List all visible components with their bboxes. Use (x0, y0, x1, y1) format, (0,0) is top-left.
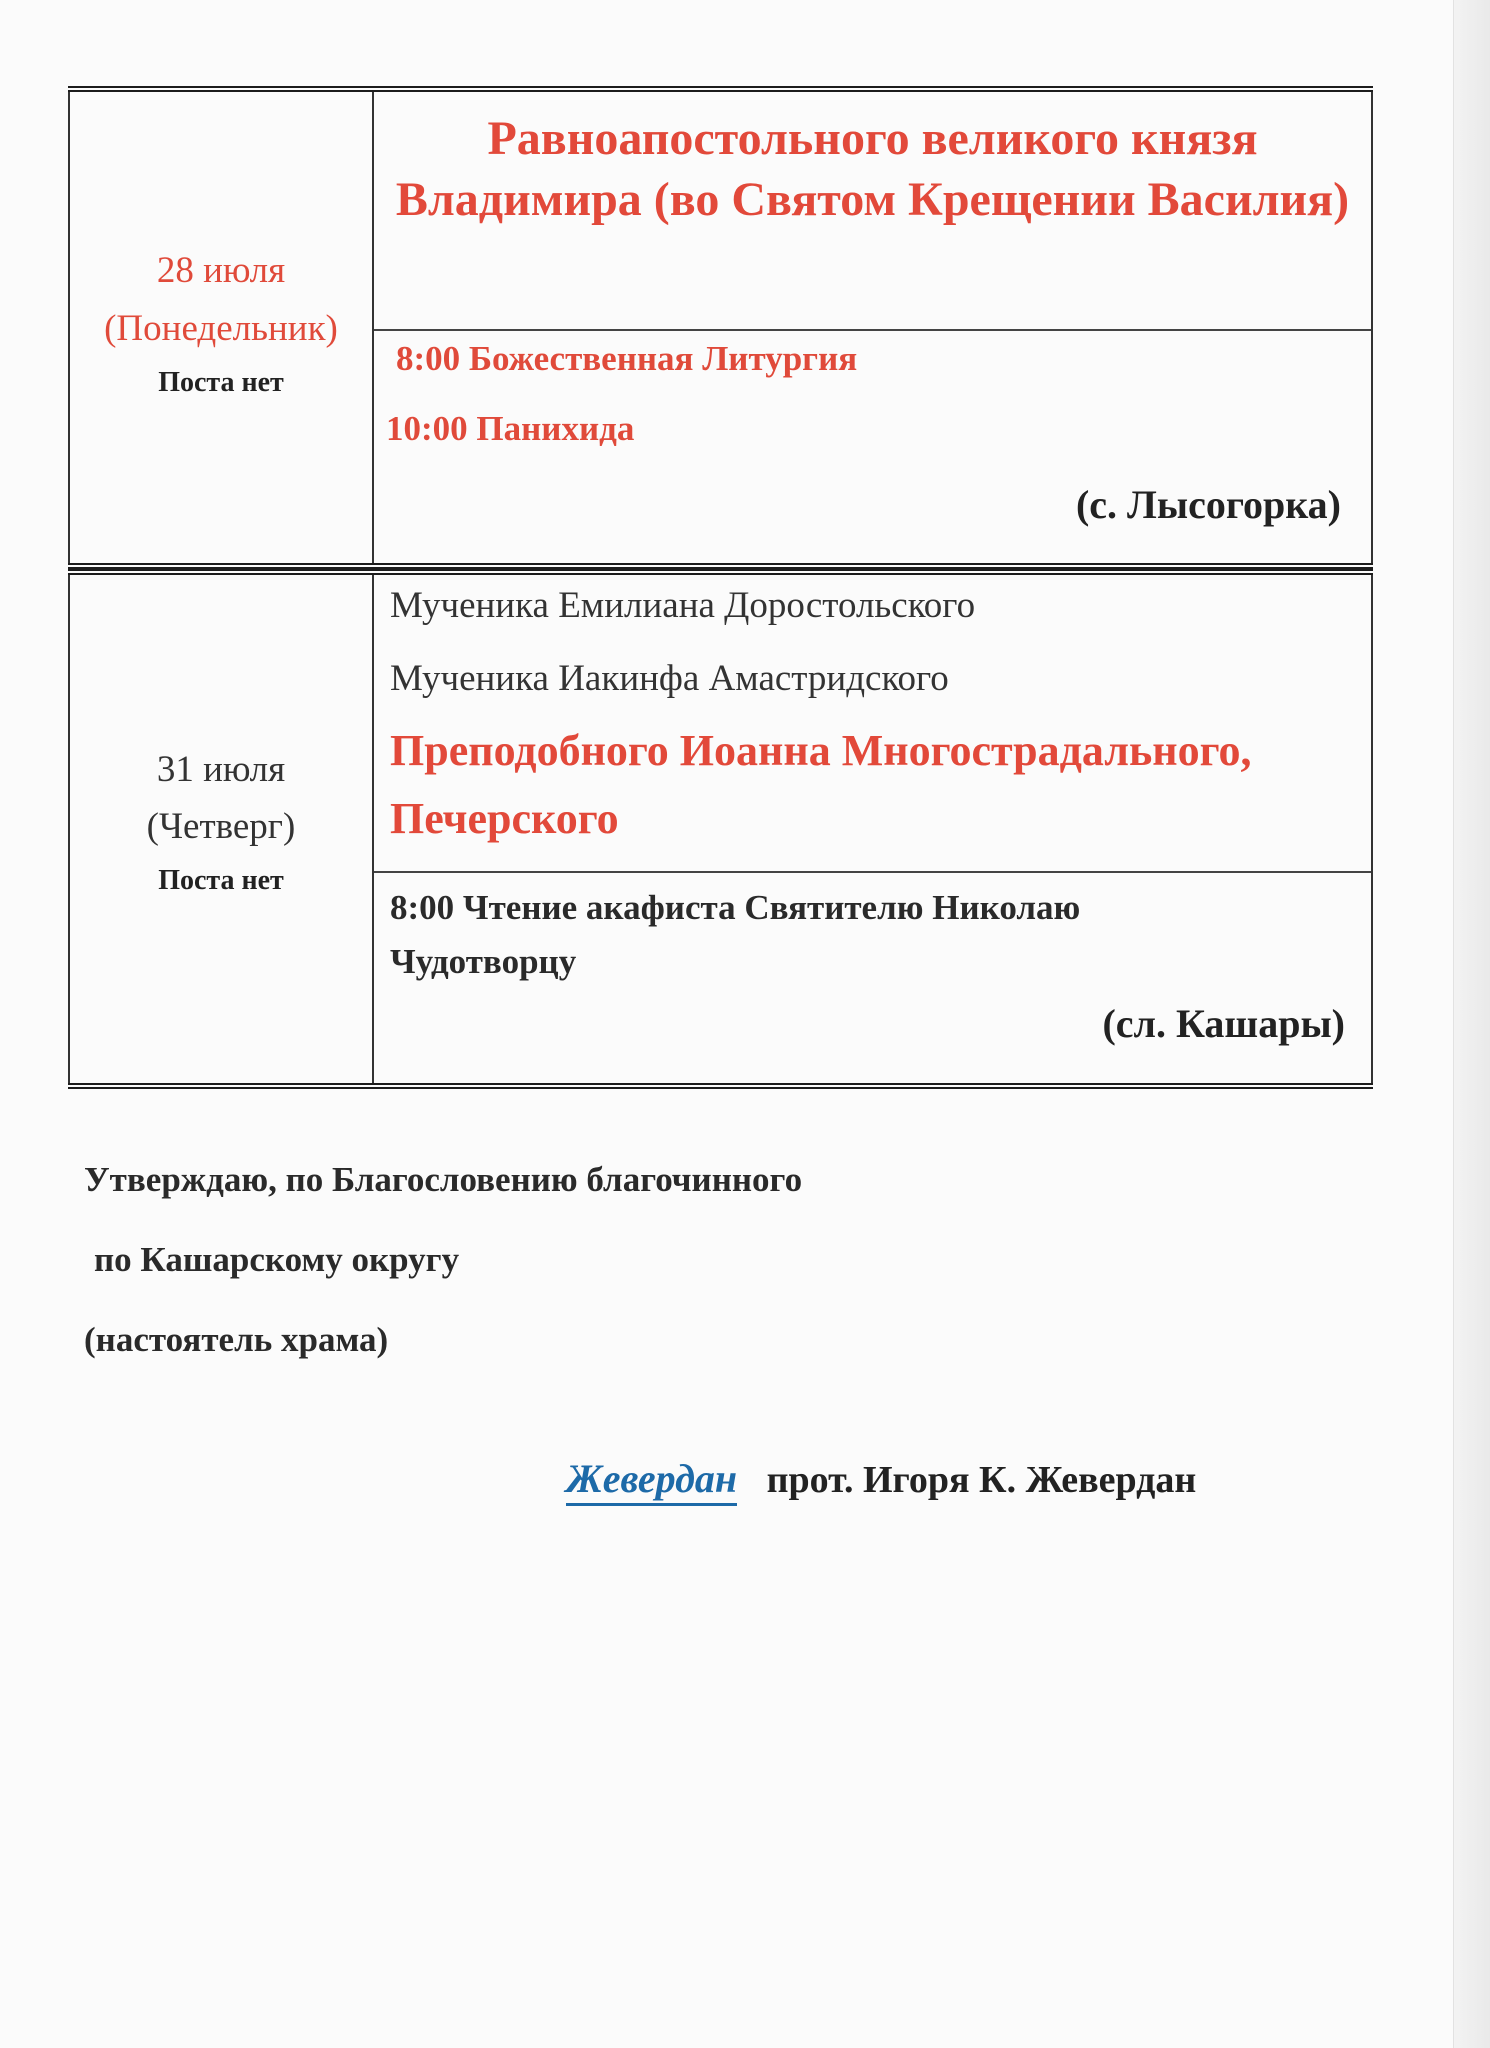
entry-date: 28 июля (156, 250, 286, 292)
feast-title: Преподобного Иоанна Многострадального, Печерского (390, 726, 1252, 844)
date-cell-2 (69, 572, 373, 1086)
schedule-row-1 (69, 89, 1372, 330)
service-place: (сл. Кашары) (1102, 1000, 1345, 1046)
approval-line: Утверждаю, по Благословению благочинного (84, 1160, 803, 1199)
entry-weekday: (Понедельник) (104, 307, 338, 349)
schedule-table (68, 86, 1373, 1089)
schedule-row-2 (69, 572, 1372, 872)
feast-cell-1 (373, 89, 1372, 330)
service-item: Чудотворцу (390, 942, 577, 982)
approval-block (84, 1160, 802, 1400)
service-cell-1 (373, 330, 1372, 566)
approval-line: по Кашарскому округу (94, 1240, 460, 1279)
approval-line: (настоятель храма) (84, 1320, 389, 1359)
service-item: 8:00 Божественная Литургия (396, 339, 858, 378)
signer-name: прот. Игоря К. Жевердан (766, 1459, 1197, 1501)
signature-block (566, 1455, 1196, 1502)
entry-weekday: (Четверг) (146, 806, 296, 847)
feast-cell-2 (373, 572, 1372, 872)
saint-name: Мученика Иакинфа Амастридского (390, 658, 949, 699)
saint-name: Мученика Емилиана Доростольского (390, 585, 976, 626)
entry-date: 31 июля (156, 748, 286, 790)
paper-edge (1453, 0, 1490, 2048)
service-place: (с. Лысогорка) (1075, 482, 1341, 527)
fast-status: Поста нет (158, 865, 284, 897)
fast-status: Поста нет (158, 366, 284, 398)
date-cell-1 (69, 89, 373, 566)
service-cell-2 (373, 872, 1372, 1086)
service-item: 8:00 Чтение акафиста Святителю Николаю (390, 888, 1081, 927)
feast-title: Равноапостольного великого князя Владимира (во Святом Крещении Василия) (395, 112, 1350, 227)
handwritten-signature: Жевердан (566, 1456, 737, 1506)
service-item: 10:00 Панихида (386, 409, 635, 448)
